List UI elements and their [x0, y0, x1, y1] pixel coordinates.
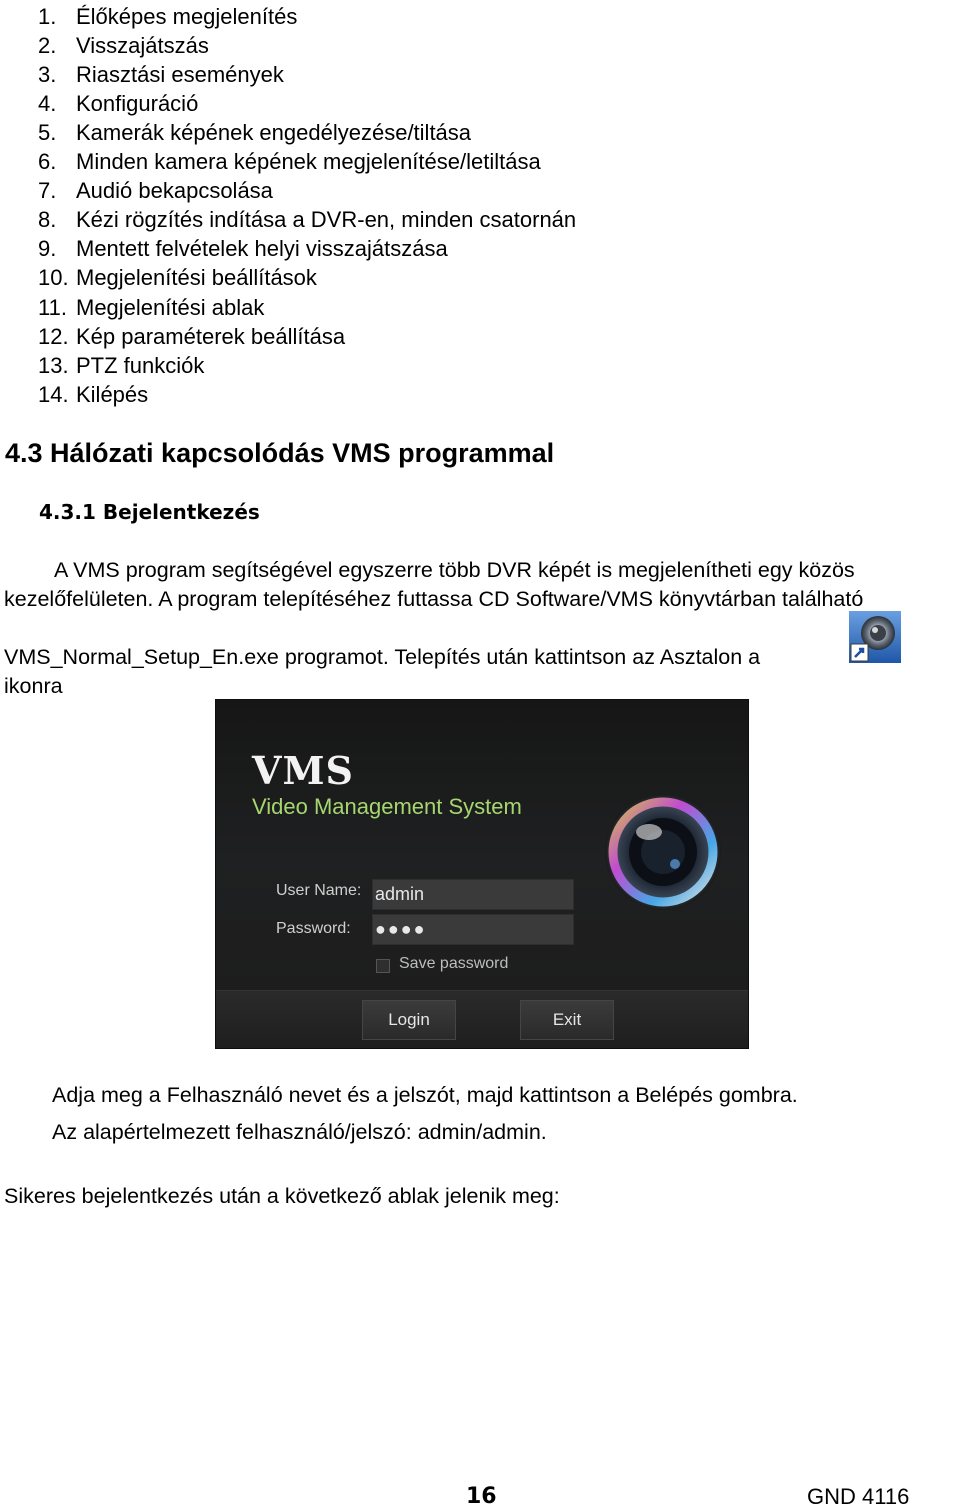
username-field[interactable]: admin [372, 879, 574, 910]
closing-line: Sikeres bejelentkezés után a következő ablak jelenik meg: [4, 1184, 560, 1208]
intro-line-2: kezelőfelületen. A program telepítéséhez futtassa CD Software/VMS könyvtárban található [4, 587, 864, 611]
instruction-line-1: Adja meg a Felhasználó nevet és a jelszót, majd kattintson a Belépés gombra. [52, 1083, 798, 1107]
subsection-heading: 4.3.1 Bejelentkezés [39, 500, 260, 524]
login-button[interactable]: Login [362, 1000, 456, 1040]
instruction-line-2: Az alapértelmezett felhasználó/jelszó: admin/admin. [52, 1120, 547, 1144]
vms-desktop-shortcut-icon [849, 611, 901, 663]
save-password-checkbox[interactable] [376, 959, 390, 973]
section-heading: 4.3 Hálózati kapcsolódás VMS programmal [5, 438, 555, 468]
vms-logo: VMS [252, 748, 354, 793]
username-label: User Name: [276, 882, 362, 899]
save-password-label: Save password [399, 955, 509, 972]
vms-button-bar [216, 990, 748, 1049]
intro-line-4: ikonra [4, 674, 63, 698]
page-number: 16 [466, 1484, 497, 1509]
password-label: Password: [276, 920, 351, 937]
intro-line-1: A VMS program segítségével egyszerre több DVR képét is megjelenítheti egy közös [54, 558, 855, 582]
password-field[interactable]: ●●●● [372, 914, 574, 945]
intro-line-3: VMS_Normal_Setup_En.exe programot. Telepítés után kattintson az Asztalon a [4, 645, 761, 669]
model-name: GND 4116 [807, 1484, 910, 1509]
vms-subtitle: Video Management System [252, 794, 522, 819]
exit-button[interactable]: Exit [520, 1000, 614, 1040]
vms-login-window [215, 699, 749, 1049]
camera-lens-icon [601, 790, 726, 915]
